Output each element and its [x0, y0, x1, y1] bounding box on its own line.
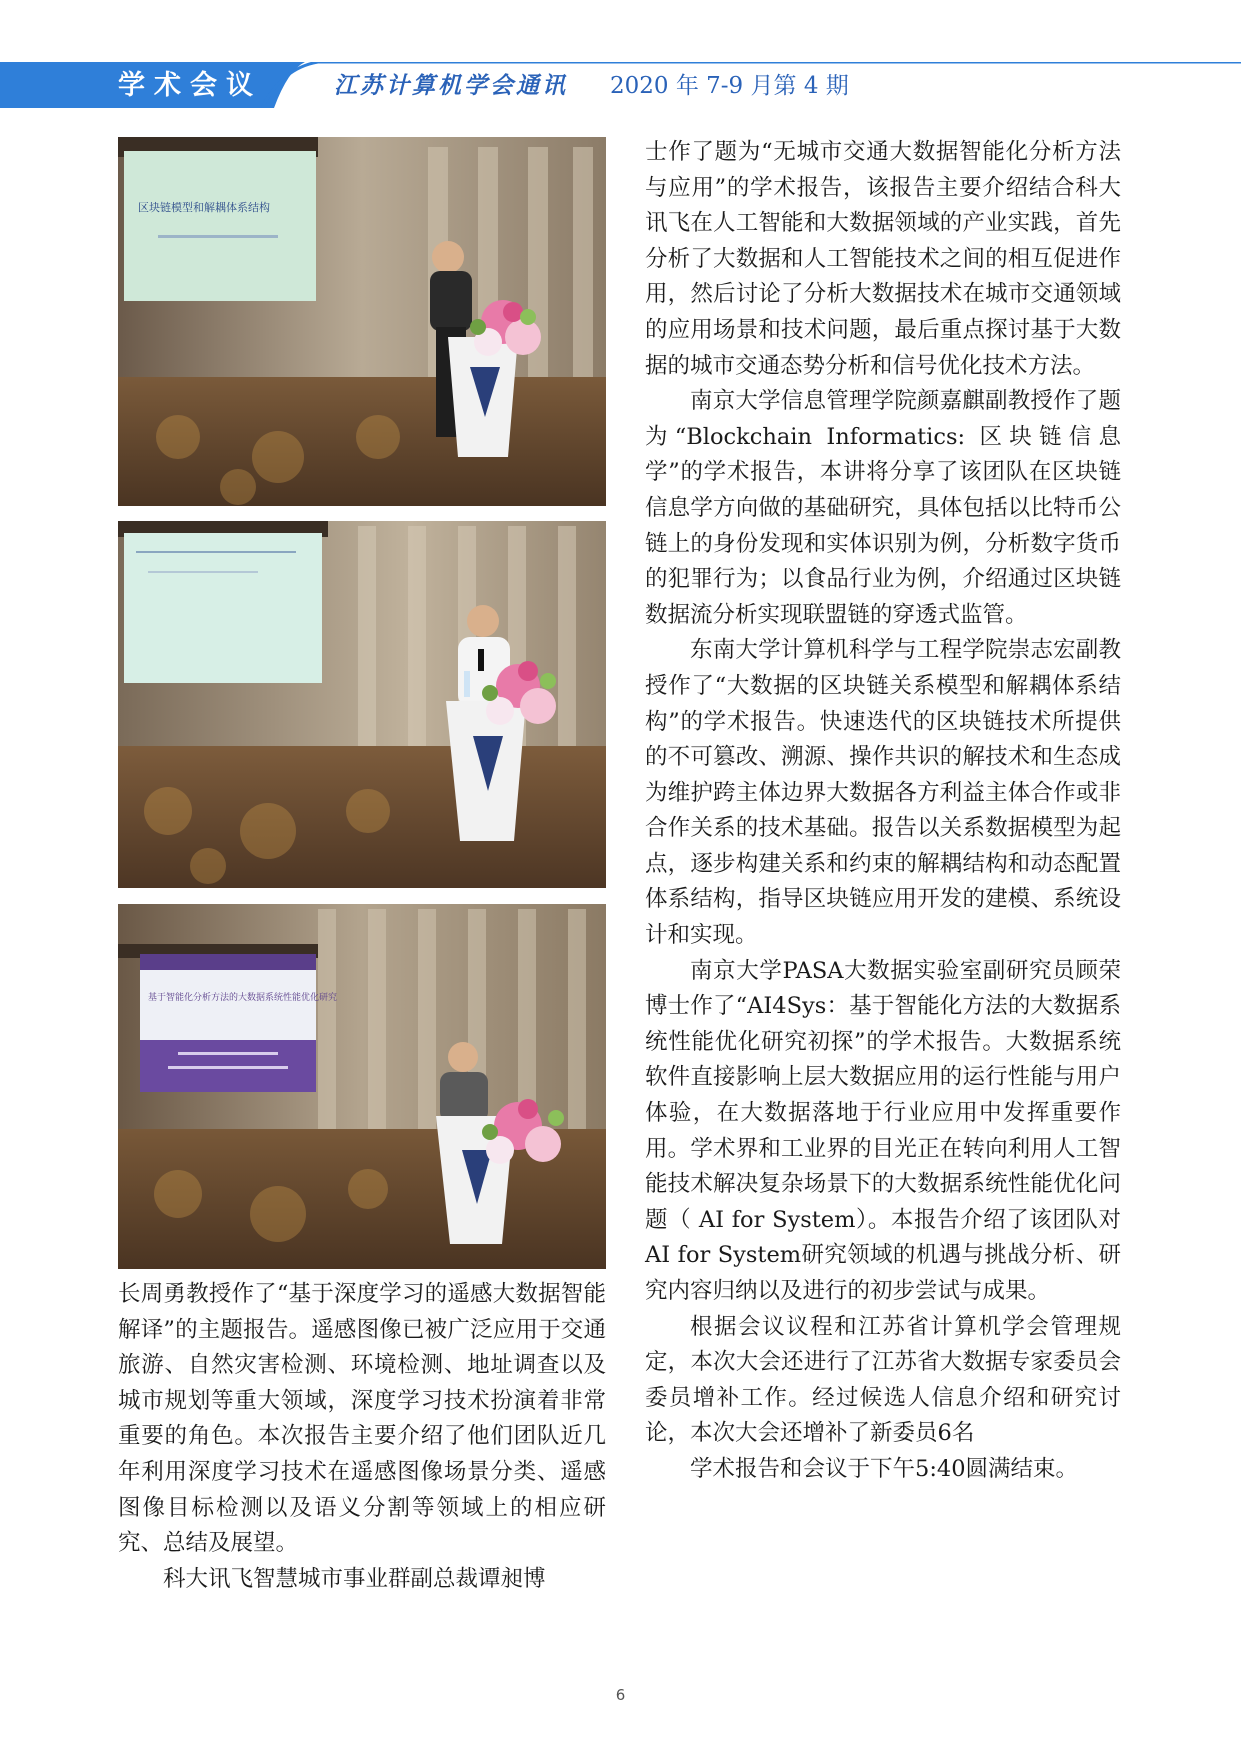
- projector-screen: [124, 533, 322, 683]
- paragraph: 学术报告和会议于下午5:40圆满结束。: [690, 1455, 1079, 1482]
- paragraph: 南京大学PASA大数据实验室副研究员顾荣博士作了“AI4Sys：基于智能化方法的大数据系统性能优化研究初探”的学术报告。大数据系统软件直接影响上层大数据应用的运行性能与用户体验，在大数据落地于行业应用中发挥重要作用。学术界和工业界的目光正在转向利用人工智能技术解决复杂场景下的大数据系统性能优化问题（ AI for System）。本报告介绍了该团队对 AI for System研究领域的机遇与挑战分析、研究内容归纳以及进行的初步尝试与成果。: [645, 957, 1121, 1304]
- left-column-text: [118, 1277, 606, 1597]
- paragraph: 南京大学信息管理学院颜嘉麒副教授作了题为“Blockchain Informatics: 区块链信息学”的学术报告，本讲将分享了该团队在区块链信息学方向做的基础研究，具体包括以比特币公链上的身份发现和实体识别为例，分析数字货币的犯罪行为；以食品行业为例，介绍通过区块链数据流分析实现联盟链的穿透式监管。: [645, 388, 1121, 628]
- conference-photo-3: [118, 904, 606, 1269]
- paragraph: 东南大学计算机科学与工程学院崇志宏副教授作了“大数据的区块链关系模型和解耦体系结构”的学术报告。快速迭代的区块链技术所提供的不可篡改、溯源、操作共识的解技术和生态成为维护跨主体边界大数据各方利益主体合作或非合作关系的技术基础。报告以关系数据模型为起点，逐步构建关系和约束的解耦结构和动态配置体系结构，指导区块链应用开发的建模、系统设计和实现。: [645, 637, 1121, 949]
- issue-info: 2020 年 7-9 月第 4 期: [610, 73, 849, 99]
- slide-title: 基于智能化分析方法的大数据系统性能优化研究: [148, 993, 338, 1003]
- speaker: [432, 241, 464, 273]
- projector-screen: [124, 151, 316, 301]
- slide-title: 区块链模型和解耦体系结构: [138, 201, 270, 214]
- paragraph: 长周勇教授作了“基于深度学习的遥感大数据智能解译”的主题报告。遥感图像已被广泛应用于交通旅游、自然灾害检测、环境检测、地址调查以及城市规划等重大领域，深度学习技术扮演着非常重要的角色。本次报告主要介绍了他们团队近几年利用深度学习技术在遥感图像场景分类、遥感图像目标检测以及语义分割等领域上的相应研究、总结及展望。: [118, 1281, 606, 1557]
- speaker: [448, 1042, 478, 1072]
- paragraph: 根据会议议程和江苏省计算机学会管理规定，本次大会还进行了江苏省大数据专家委员会委员增补工作。经过候选人信息介绍和研究讨论，本次大会还增补了新委员6名: [645, 1313, 1121, 1447]
- section-label: 学术会议: [118, 70, 262, 101]
- journal-name: 江苏计算机学会通讯: [334, 72, 568, 99]
- speaker: [467, 605, 499, 637]
- conference-photo-2: [118, 521, 606, 888]
- right-column-text: [645, 135, 1121, 1488]
- page-number: 6: [615, 1686, 626, 1704]
- conference-photo-1: [118, 137, 606, 506]
- paragraph: 士作了题为“无城市交通大数据智能化分析方法与应用”的学术报告，该报告主要介绍结合科大讯飞在人工智能和大数据领域的产业实践，首先分析了大数据和人工智能技术之间的相互促进作用，然后讨论了分析大数据技术在城市交通领域的应用场景和技术问题，最后重点探讨基于大数据的城市交通态势分析和信号优化技术方法。: [645, 139, 1121, 379]
- paragraph: 科大讯飞智慧城市事业群副总裁谭昶博: [163, 1565, 546, 1592]
